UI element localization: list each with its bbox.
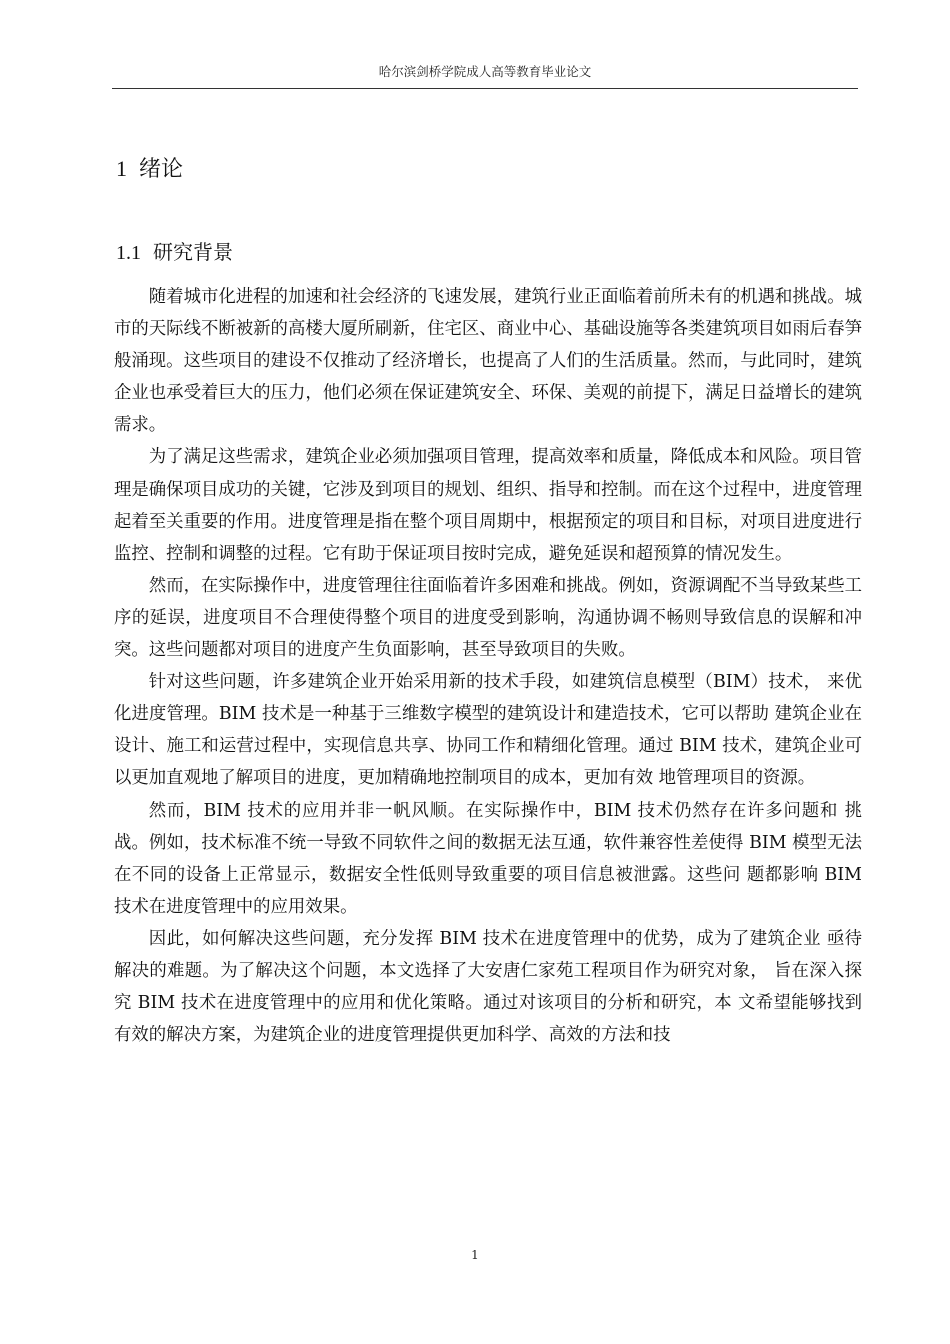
paragraph: 然而，在实际操作中，进度管理往往面临着许多困难和挑战。例如，资源调配不当导致某些工序的延误，进度项目不合理使得整个项目的进度受到影响，沟通协调不畅则导致信息的误解和冲突。这些问题都对项目的进度产生负面影响，甚至导致项目的失败。 — [114, 575, 862, 661]
section-number: 1.1 — [116, 242, 141, 264]
paragraph: 针对这些问题，许多建筑企业开始采用新的技术手段，如建筑信息模型（BIM）技术， 来优化进度管理。BIM 技术是一种基于三维数字模型的建筑设计和建造技术，它可以帮助 建筑企业在设计、施工和运营过程中，实现信息共享、协同工作和精细化管理。通过 BIM 技术，建筑企业可以更加直观地了解项目的进度，更加精确地控制项目的成本，更加有效 地管理项目的资源。 — [114, 672, 862, 789]
page-number: 1 — [471, 1248, 479, 1262]
chapter-heading — [116, 153, 183, 186]
paragraph: 随着城市化进程的加速和社会经济的飞速发展，建筑行业正面临着前所未有的机遇和挑战。城市的天际线不断被新的高楼大厦所刷新，住宅区、商业中心、基础设施等各类建筑项目如雨后春笋般涌现。这些项目的建设不仅推动了经济增长，也提高了人们的生活质量。然而，与此同时，建筑企业也承受着巨大的压力，他们必须在保证建筑安全、环保、美观的前提下，满足日益增长的建筑需求。 — [114, 287, 862, 436]
chapter-number: 1 — [116, 156, 127, 181]
chapter-title: 绪论 — [139, 157, 184, 182]
paragraph: 为了满足这些需求，建筑企业必须加强项目管理，提高效率和质量，降低成本和风险。项目管理是确保项目成功的关键，它涉及到项目的规划、组织、指导和控制。而在这个过程中，进度管理起着至关重要的作用。进度管理是指在整个项目周期中，根据预定的项目和目标，对项目进度进行监控、控制和调整的过程。它有助于保证项目按时完成，避免延误和超预算的情况发生。 — [114, 447, 862, 564]
paragraph: 然而，BIM 技术的应用并非一帆风顺。在实际操作中，BIM 技术仍然存在许多问题和 挑战。例如，技术标准不统一导致不同软件之间的数据无法互通，软件兼容性差使得 BIM 模型无法在不同的设备上正常显示，数据安全性低则导致重要的项目信息被泄露。这些问 题都影响 BIM 技术在进度管理中的应用效果。 — [114, 800, 862, 917]
body-text — [114, 281, 862, 1051]
section-title: 研究背景 — [153, 240, 233, 264]
section-heading — [116, 237, 233, 268]
page-header — [112, 62, 858, 89]
paragraph: 因此，如何解决这些问题，充分发挥 BIM 技术在进度管理中的优势，成为了建筑企业 亟待解决的难题。为了解决这个问题，本文选择了大安唐仁家苑工程项目作为研究对象， 旨在深入探究 BIM 技术在进度管理中的应用和优化策略。通过对该项目的分析和研究，本 文希望能够找到有效的解决方案，为建筑企业的进度管理提供更加科学、高效的方法和技 — [114, 928, 862, 1046]
header-title: 哈尔滨剑桥学院成人高等教育毕业论文 — [378, 64, 592, 79]
